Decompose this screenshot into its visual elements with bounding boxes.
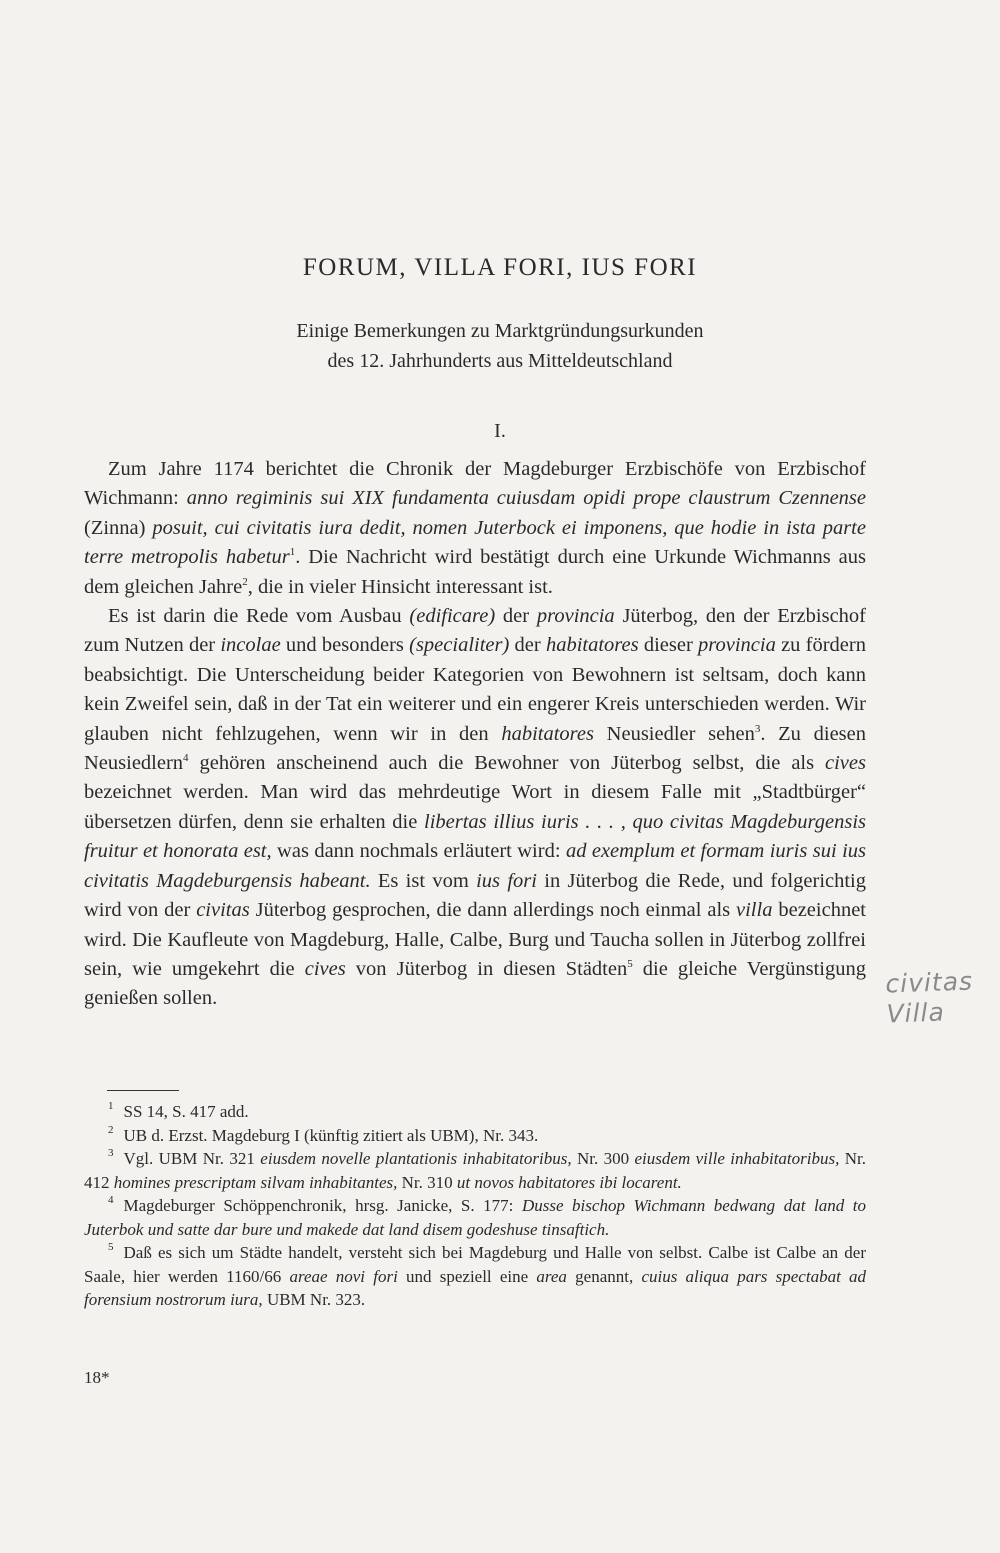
- footnote-number: 1: [108, 1100, 114, 1112]
- footnote-ref[interactable]: 3: [754, 722, 761, 735]
- footnote-number: 5: [108, 1241, 114, 1253]
- footnote-ref[interactable]: 2: [242, 575, 248, 588]
- latin-term: villa: [736, 899, 773, 922]
- latin-quote: ut novos habitatores ibi locarent.: [456, 1172, 682, 1192]
- footnote-2: [84, 1124, 866, 1148]
- page-folio: 18*: [84, 1368, 110, 1387]
- latin-quote: ad exemplum et formam iuris sui ius civitatis Magdeburgensis habeant.: [84, 840, 866, 892]
- latin-quote: eiusdem novelle plantationis inhabitatoribus,: [260, 1149, 572, 1168]
- text-run: (Zinna): [84, 516, 153, 539]
- latin-term: ius fori: [476, 869, 537, 892]
- text-run: Neusiedler sehen: [593, 722, 755, 745]
- footnote-text: Daß es sich um Städte handelt, versteht sich bei Magdeburg und Halle von selbst. Calbe ist Calbe an der Saale, hier werden 1160/66: [84, 1243, 866, 1286]
- footnote-text: genannt,: [566, 1266, 642, 1286]
- latin-term: civitas: [196, 899, 250, 922]
- text-run: Es ist vom: [370, 869, 477, 892]
- footnote-text: Nr. 310: [397, 1172, 457, 1192]
- latin-term: area: [536, 1266, 567, 1286]
- footnote-text: Vgl. UBM Nr. 321: [123, 1149, 261, 1168]
- text-run: Es ist darin die Rede vom Ausbau: [108, 605, 410, 628]
- footnote-5: [84, 1241, 866, 1312]
- text-run: . Zu diesen Neusiedlern: [84, 722, 867, 775]
- text-run: . Die Nachricht wird bestätigt durch eine Urkunde Wichmanns aus dem gleichen Jahre: [84, 546, 866, 598]
- latin-quote: libertas illius iuris . . . , quo civitas Magdeburgensis fruitur et honorata est,: [84, 810, 867, 863]
- handwritten-margin-note: [885, 966, 975, 1029]
- latin-quote: homines prescriptam silvam inhabitantes,: [113, 1172, 398, 1192]
- latin-term: provincia: [698, 634, 776, 657]
- section-number: I.: [494, 420, 506, 442]
- latin-quote: posuit, cui civitatis iura dedit, nomen Juterbock ei imponens, que hodie in ista parte terre metropolis habetur: [84, 516, 866, 569]
- latin-quote: anno regiminis sui XIX fundamenta cuiusdam opidi prope claustrum Czennense: [186, 487, 867, 510]
- footnote-3: [84, 1147, 866, 1194]
- text-run: der: [495, 605, 537, 628]
- text-run: Jüterbog gesprochen, die dann allerdings noch einmal als: [249, 899, 737, 922]
- footnote-4: [84, 1194, 866, 1241]
- text-run: der: [509, 634, 546, 657]
- footnote-divider: [107, 1090, 179, 1091]
- footnote-1: [84, 1100, 866, 1124]
- text-run: gehören anscheinend auch die Bewohner von Jüterbog selbst, die als: [188, 752, 826, 775]
- subtitle-line: Einige Bemerkungen zu Marktgründungsurkunden: [296, 320, 704, 342]
- footnote-number: 3: [108, 1147, 114, 1159]
- article-subtitle: [0, 316, 1000, 376]
- latin-term: (edificare): [409, 605, 496, 628]
- footnote-text: UBM Nr. 323.: [262, 1290, 366, 1309]
- footnote-ref[interactable]: 1: [289, 546, 296, 559]
- text-run: was dann nochmals erläutert wird:: [271, 840, 566, 863]
- latin-term: habitatores: [501, 722, 594, 745]
- text-run: bezeichnet werden. Man wird das mehrdeutige Wort in diesem Falle mit „Stadtbürger“ übersetzen dürfen, denn sie erhalten die: [84, 781, 866, 833]
- footnotes: [84, 1100, 866, 1312]
- text-run: dieser: [638, 634, 699, 657]
- latin-term: areae novi fori: [289, 1266, 398, 1286]
- latin-term: (specialiter): [409, 634, 510, 657]
- text-run: von Jüterbog in diesen Städten: [345, 957, 628, 980]
- latin-term: incolae: [220, 634, 281, 657]
- low-german-quote: Dusse bischop Wichmann bedwang dat land to Juterbok und satte dar bure und makede dat land disem godeshuse tinsaftich.: [84, 1196, 866, 1239]
- footnote-text: Nr. 300: [571, 1149, 635, 1168]
- text-run: Jüterbog, den der Erzbischof zum Nutzen der: [84, 605, 867, 657]
- footnote-text: und speziell eine: [397, 1266, 537, 1286]
- footnote-ref[interactable]: 5: [627, 957, 633, 970]
- text-run: , die in vieler Hinsicht interessant ist.: [247, 575, 553, 598]
- footnote-text: SS 14, S. 417 add.: [123, 1102, 249, 1121]
- text-run: die gleiche Vergünstigung genießen sollen.: [84, 957, 866, 1010]
- text-run: und besonders: [280, 634, 410, 657]
- text-run: in Jüterbog die Rede, und folgerichtig wird von der: [84, 869, 867, 922]
- footnote-ref[interactable]: 4: [183, 752, 189, 765]
- latin-term: provincia: [536, 605, 615, 628]
- margin-note-line: Villa: [886, 997, 946, 1029]
- latin-quote: eiusdem ville inhabitatoribus,: [634, 1149, 840, 1168]
- latin-quote: cuius aliqua pars spectabat ad forensium nostrorum iura,: [84, 1266, 866, 1309]
- text-run: bezeichnet wird. Die Kaufleute von Magdeburg, Halle, Calbe, Burg und Taucha sollen in Jüterbog zollfrei sein, wie umgekehrt die: [84, 899, 866, 980]
- subtitle-line: des 12. Jahrhunderts aus Mitteldeutschland: [327, 350, 673, 372]
- paragraph-2: [84, 602, 866, 1014]
- footnote-text: Magdeburger Schöppenchronik, hrsg. Janicke, S. 177:: [123, 1196, 522, 1215]
- footnote-text: UB d. Erzst. Magdeburg I (künftig zitiert als UBM), Nr. 343.: [123, 1125, 539, 1145]
- body-text: [84, 455, 866, 1014]
- latin-term: habitatores: [545, 634, 639, 657]
- latin-term: cives: [304, 957, 346, 980]
- margin-note-line: civitas: [884, 966, 974, 999]
- footnote-number: 4: [108, 1194, 114, 1206]
- paragraph-1: [84, 455, 866, 602]
- footnote-number: 2: [108, 1123, 114, 1136]
- article-title: FORUM, VILLA FORI, IUS FORI: [302, 254, 698, 281]
- text-run: zu fördern beabsichtigt. Die Unterscheidung beider Kategorien von Bewohnern ist seltsam, doch kann kein Zweifel sein, daß in der Tat ein weiterer und ein engerer Kreis unterschieden werden. Wir glauben nicht fehlzugehen, wenn wir in den: [84, 634, 866, 745]
- latin-term: cives: [825, 752, 866, 775]
- footnote-text: Nr. 412: [84, 1149, 866, 1192]
- text-run: Zum Jahre 1174 berichtet die Chronik der Magdeburger Erzbischöfe von Erzbischof Wichmann:: [84, 458, 866, 510]
